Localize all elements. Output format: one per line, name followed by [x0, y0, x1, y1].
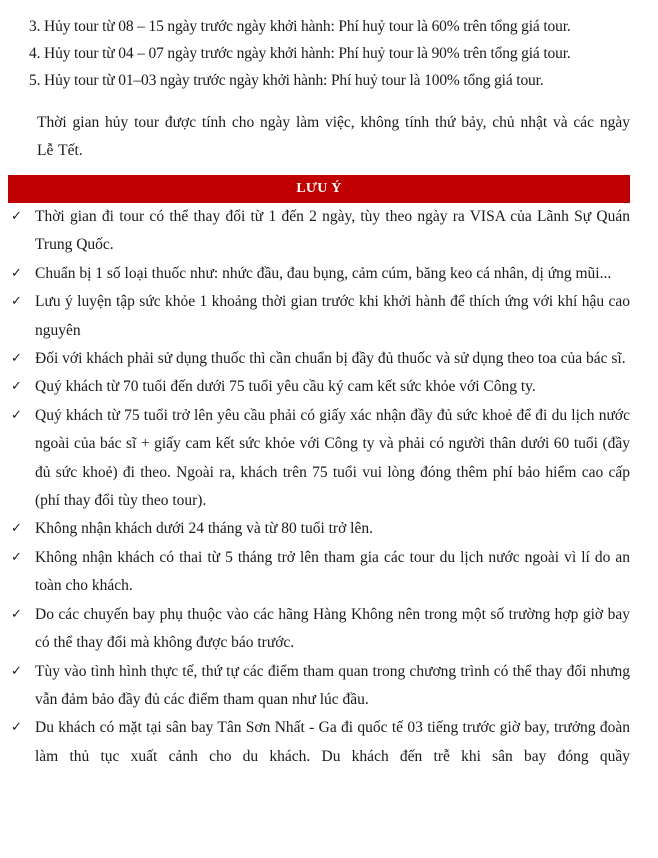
check-icon: ✓ — [11, 265, 22, 281]
check-icon: ✓ — [11, 720, 22, 736]
check-icon: ✓ — [11, 294, 22, 310]
check-icon: ✓ — [11, 351, 22, 367]
check-icon: ✓ — [11, 379, 22, 395]
note-item-text: Quý khách từ 75 tuổi trở lên yêu cầu phải có giấy xác nhận đầy đủ sức khoẻ để đi du lịch nước ngoài của bác sĩ + giấy cam kết sức khỏe với Công ty và phải có người thân dưới 60 tuổi (đầy đủ sức khoẻ) đi theo. Ngoài ra, khách trên 75 tuổi vui lòng đóng thêm phí bảo hiểm cao cấp (phí thay đổi tùy theo tour). — [35, 406, 630, 510]
note-item — [0, 203, 630, 260]
note-item-text: Đối với khách phải sử dụng thuốc thì cần chuẩn bị đầy đủ thuốc và sử dụng theo toa của bác sĩ. — [35, 350, 626, 368]
note-item — [0, 544, 630, 601]
note-item-text: Thời gian đi tour có thể thay đổi từ 1 đến 2 ngày, tùy theo ngày ra VISA của Lãnh Sự Quán Trung Quốc. — [35, 208, 630, 254]
note-item-text: Không nhận khách có thai từ 5 tháng trở lên tham gia các tour du lịch nước ngoài vì lí do an toàn cho khách. — [35, 548, 630, 595]
notes-list — [0, 203, 658, 771]
note-item — [0, 345, 630, 373]
note-item-text: Lưu ý luyện tập sức khỏe 1 khoảng thời gian trước khi khởi hành để thích ứng với khí hậu cao nguyên — [35, 293, 630, 339]
cancellation-item: 4. Hủy tour từ 04 – 07 ngày trước ngày khởi hành: Phí huỷ tour là 90% trên tổng giá tour. — [29, 45, 571, 62]
note-item-text: Du khách có mặt tại sân bay Tân Sơn Nhất - Ga đi quốc tế 03 tiếng trước giờ bay, trưởng đoàn làm thủ tục xuất cảnh cho du khách. Du khách đến trễ khi sân bay đóng quầy — [35, 719, 630, 765]
check-icon: ✓ — [11, 209, 22, 224]
check-icon: ✓ — [11, 521, 22, 537]
cancellation-item: 5. Hủy tour từ 01–03 ngày trước ngày khởi hành: Phí huỷ tour là 100% tổng giá tour. — [29, 72, 544, 89]
check-icon: ✓ — [11, 407, 22, 423]
note-item — [0, 601, 630, 658]
note-item-text: Chuẩn bị 1 số loại thuốc như: nhức đầu, đau bụng, cảm cúm, băng keo cá nhân, dị ứng mũi... — [35, 264, 612, 282]
note-item-text: Quý khách từ 70 tuổi đến dưới 75 tuổi yêu cầu ký cam kết sức khỏe với Công ty. — [35, 378, 536, 396]
cancellation-note: Thời gian hủy tour được tính cho ngày làm việc, không tính thứ bảy, chủ nhật và các ngày Lễ Tết. — [37, 114, 630, 159]
notes-section-header: LƯU Ý — [8, 175, 630, 203]
note-item — [0, 288, 630, 345]
note-item — [0, 515, 630, 543]
cancellation-fee-list — [29, 13, 639, 94]
note-item — [0, 373, 630, 401]
check-icon: ✓ — [11, 663, 22, 679]
note-item — [0, 714, 630, 771]
note-item — [0, 402, 630, 516]
note-item — [0, 260, 630, 288]
check-icon: ✓ — [11, 549, 22, 565]
check-icon: ✓ — [11, 606, 22, 622]
cancellation-item: 3. Hủy tour từ 08 – 15 ngày trước ngày khởi hành: Phí huỷ tour là 60% trên tổng giá tour. — [29, 18, 571, 35]
note-item-text: Do các chuyến bay phụ thuộc vào các hãng Hàng Không nên trong một số trường hợp giờ bay có thể thay đổi mà không được báo trước. — [35, 605, 630, 652]
note-item — [0, 658, 630, 715]
note-item-text: Tùy vào tình hình thực tế, thứ tự các điểm tham quan trong chương trình có thể thay đổi nhưng vẫn đảm bảo đầy đủ các điểm tham quan như lúc đầu. — [35, 662, 630, 708]
note-item-text: Không nhận khách dưới 24 tháng và từ 80 tuổi trở lên. — [35, 520, 373, 538]
